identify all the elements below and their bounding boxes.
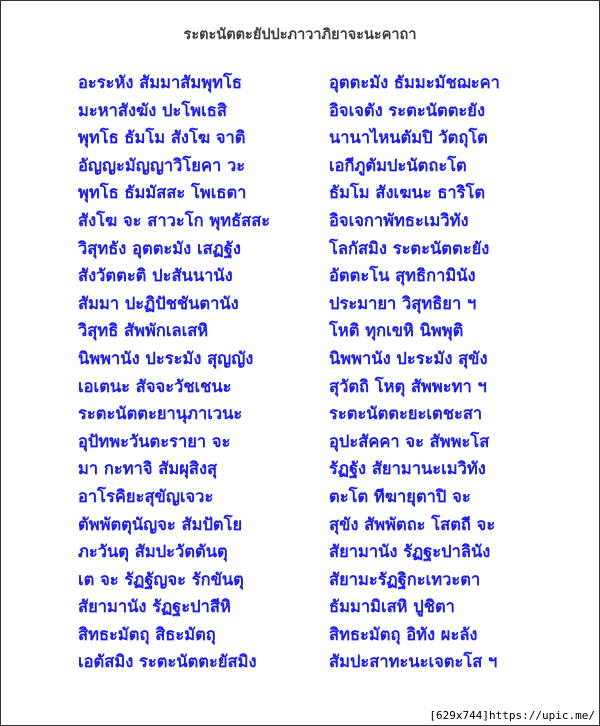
verse-line-right: สัมปะสาทะนะเจตะโส ฯ [329,652,498,672]
verse-line-left: เต จะ รัฏฐัญจะ รักขันตุ [78,569,244,589]
verse-line-left: อัญญะมัญญาวิโยคา วะ [78,155,246,175]
verse-line-right: ตะโต ทีฆายุตาปิ จะ [329,486,471,506]
verse-line-right: นิพพานัง ปะระมัง สุขัง [329,348,488,368]
verse-line-right: สุขัง สัพพัตถะ โสตถี จะ [329,514,496,534]
verse-column-right [329,69,579,676]
verse-line-left: นิพพานัง ปะระมัง สุญญัง [78,348,254,368]
verse-line-left: สัยามานัง รัฏฐะปาสีหิ [78,597,231,617]
verse-line-right: รัฏฐัง สัยามานะเมวิทัง [329,459,486,479]
verse-line-left: ภะวันตุ สัมปะวัตตันตุ [78,542,228,562]
verse-line-right: สัยามะรัฏฐิกะเทวะตา [329,569,481,589]
verse-line-left: เอเตนะ สัจจะวัชเชนะ [78,376,232,396]
page-title: ระตะนัตตะยัปปะภาวาภิยาจะนะคาถา [183,27,417,43]
verse-line-right: ธัมโม สังเฆนะ ธาริโต [329,183,486,203]
verse-line-right: ระตะนัตตะยะเตชะสา [329,404,483,424]
verse-line-left: อะระหัง สัมมาสัมพุทโธ [78,73,242,92]
verse-line-right: โหติ ทุกเขหิ นิพพุติ [329,321,464,341]
image-host-watermark: [629x744]https://upic.me/ [423,707,599,725]
verse-line-left: มา กะทาจิ สัมผุสิงสุ [78,459,218,479]
verse-line-left: อาโรคิยะสุขัญเจวะ [78,486,214,506]
verse-column-left [78,69,328,676]
verse-line-right: อุปะสัคคา จะ สัพพะโส [329,431,490,451]
verse-line-right: ธัมมามิเสหิ ปูชิตา [329,597,455,617]
verse-line-left: สัมมา ปะฏิปัชชันตานัง [78,293,239,313]
verse-line-left: พุทโธ ธัมมัสสะ โพเธตา [78,183,247,203]
verse-line-left: อุปัทพะวันตะรายา จะ [78,431,231,451]
verse-line-right: อิจเจตัง ระตะนัตตะยัง [329,100,486,120]
verse-line-right: เอกีภูตัมปะนัตถะโต [329,155,467,175]
verse-line-left: ตัพพัตตุนัญจะ สัมปัตโย [78,514,243,534]
verse-line-left: ระตะนัตตะยานุภาเวนะ [78,404,243,424]
verse-line-right: สุวัตถิ โหตุ สัพพะทา ฯ [329,376,487,396]
verse-line-right: โลกัสมิง ระตะนัตตะยัง [329,238,490,258]
verse-line-right: ประมายา วิสุทธิยา ฯ [329,293,477,313]
verse-line-right: อัตตะโน สุทธิกามินัง [329,266,476,286]
verse-line-right: อุตตะมัง ธัมมะมัชฌะคา [329,73,500,92]
verse-line-left: เอตัสมิง ระตะนัตตะยัสมิง [78,652,257,672]
verse-line-left: สังโฆ จะ สาวะโก พุทธัสสะ [78,210,271,230]
verse-line-left: มะหาสังฆัง ปะโพเธสิ [78,100,227,120]
verse-line-left: วิสุทธัง อุตตะมัง เสฏฐัง [78,238,241,258]
verse-line-right: นานาไหนตัมปิ วัตถุโต [329,128,488,148]
verse-line-left: วิสุทธิ สัพพักเลเสหิ [78,321,209,341]
verse-line-left: สิทธะมัตถุ สิธะมัตถุ [78,624,216,644]
verse-line-right: สัยามานัง รัฏฐะปาลินัง [329,542,491,562]
verse-line-right: สิทธะมัตถุ อิทัง ผะลัง [329,624,478,644]
verse-line-left: สังวัตตะติ ปะสันนานัง [78,266,233,286]
verse-line-left: พุทโธ ธัมโม สังโฆ จาติ [78,128,246,148]
verse-line-right: อิจเจกาพัทธะเมวิทัง [329,210,469,230]
